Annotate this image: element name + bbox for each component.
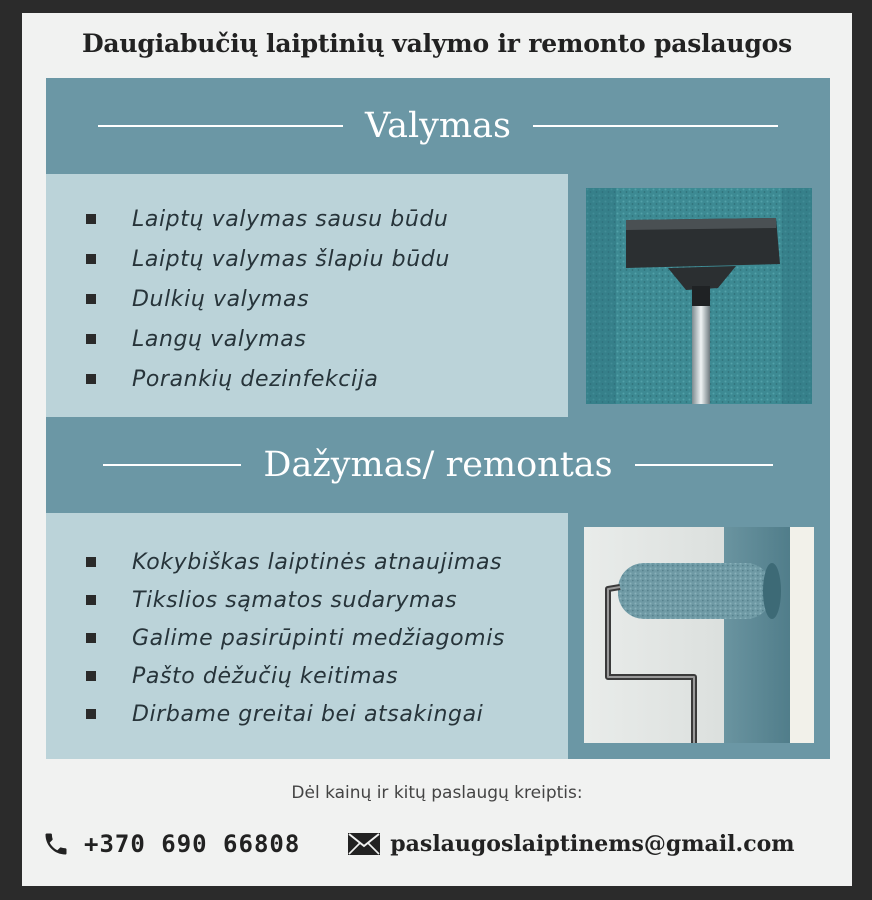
divider-left — [98, 125, 343, 127]
list-item — [86, 199, 450, 239]
list-item — [86, 695, 505, 733]
bullet-icon — [86, 374, 96, 384]
paint-roller-image — [584, 527, 814, 743]
bullet-icon — [86, 214, 96, 224]
painting-image-panel — [568, 513, 830, 759]
list-item — [86, 619, 505, 657]
section-heading: Dažymas/ remontas — [263, 445, 613, 485]
bullet-icon — [86, 633, 96, 643]
list-item — [86, 279, 450, 319]
section-header-painting — [46, 417, 830, 513]
vacuum-nozzle-image — [586, 188, 812, 404]
bullet-icon — [86, 294, 96, 304]
list-item — [86, 239, 450, 279]
list-item-label: Laiptų valymas šlapiu būdu — [132, 246, 450, 272]
list-item-label: Langų valymas — [132, 326, 307, 352]
bullet-icon — [86, 709, 96, 719]
bullet-icon — [86, 334, 96, 344]
painting-services-list — [86, 543, 505, 733]
cleaning-services-panel — [46, 174, 570, 418]
divider-left — [103, 464, 241, 466]
list-item — [86, 319, 450, 359]
section-header-cleaning — [46, 78, 830, 174]
page-title: Daugiabučių laiptinių valymo ir remonto paslaugos — [81, 29, 793, 58]
phone-contact[interactable] — [42, 830, 300, 858]
flyer-card — [22, 13, 852, 886]
email-address[interactable]: paslaugoslaiptinems@gmail.com — [390, 831, 795, 857]
contact-label: Dėl kainų ir kitų paslaugų kreiptis: — [291, 783, 583, 803]
contact-row — [42, 827, 842, 861]
cleaning-services-list — [86, 199, 450, 399]
list-item-label: Pašto dėžučių keitimas — [132, 663, 399, 689]
divider-right — [533, 125, 778, 127]
email-contact[interactable] — [348, 831, 794, 857]
phone-number[interactable]: +370 690 66808 — [84, 830, 301, 858]
bullet-icon — [86, 254, 96, 264]
envelope-icon — [348, 833, 380, 855]
list-item — [86, 359, 450, 399]
list-item — [86, 657, 505, 695]
list-item-label: Dulkių valymas — [132, 286, 310, 312]
bullet-icon — [86, 595, 96, 605]
divider-right — [635, 464, 773, 466]
list-item — [86, 581, 505, 619]
section-heading: Valymas — [365, 106, 511, 146]
phone-icon — [42, 830, 70, 858]
list-item — [86, 543, 505, 581]
list-item-label: Kokybiškas laiptinės atnaujimas — [132, 549, 503, 575]
list-item-label: Galime pasirūpinti medžiagomis — [132, 625, 505, 651]
bullet-icon — [86, 557, 96, 567]
list-item-label: Dirbame greitai bei atsakingai — [132, 701, 484, 727]
cleaning-image-panel — [568, 174, 830, 418]
list-item-label: Laiptų valymas sausu būdu — [132, 206, 449, 232]
list-item-label: Porankių dezinfekcija — [132, 366, 379, 392]
painting-services-panel — [46, 513, 570, 759]
bullet-icon — [86, 671, 96, 681]
list-item-label: Tikslios sąmatos sudarymas — [132, 587, 458, 613]
